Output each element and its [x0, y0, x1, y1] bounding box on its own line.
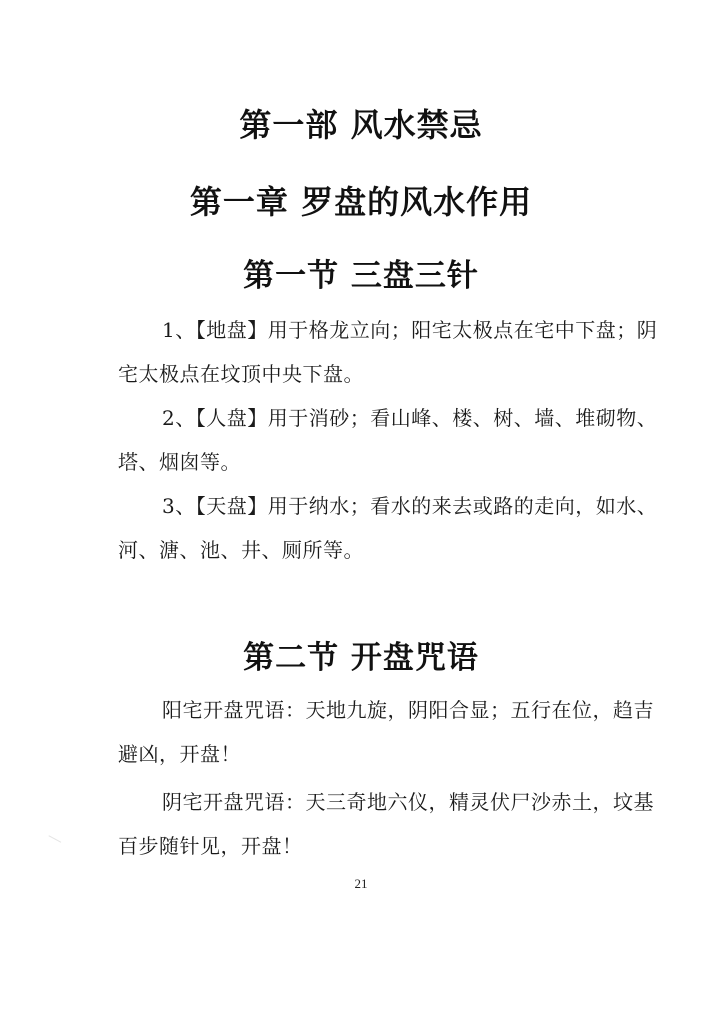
paragraph-yang-house-incantation: 阳宅开盘咒语：天地九旋，阴阳合显；五行在位，趋吉避凶，开盘！	[118, 698, 654, 766]
part-title: 第一部 风水禁忌	[239, 106, 483, 144]
scan-mark	[45, 835, 62, 850]
paragraph-earth-plate: 1、【地盘】用于格龙立向；阳宅太极点在宅中下盘；阴宅太极点在坟顶中央下盘。	[118, 318, 658, 386]
page-number: 21	[354, 876, 368, 891]
chapter-title: 第一章 罗盘的风水作用	[189, 183, 533, 221]
paragraph-heaven-plate: 3、【天盘】用于纳水；看水的来去或路的走向，如水、河、溏、池、井、厕所等。	[118, 494, 658, 562]
paragraph-yin-house-incantation: 阴宅开盘咒语：天三奇地六仪，精灵伏尸沙赤土，坟基百步随针见，开盘！	[118, 790, 654, 858]
paragraph-human-plate: 2、【人盘】用于消砂；看山峰、楼、树、墙、堆砌物、塔、烟囱等。	[118, 406, 658, 474]
section-title-three-plates: 第一节 三盘三针	[243, 258, 479, 294]
section-title-opening-incantation: 第二节 开盘咒语	[243, 640, 479, 676]
